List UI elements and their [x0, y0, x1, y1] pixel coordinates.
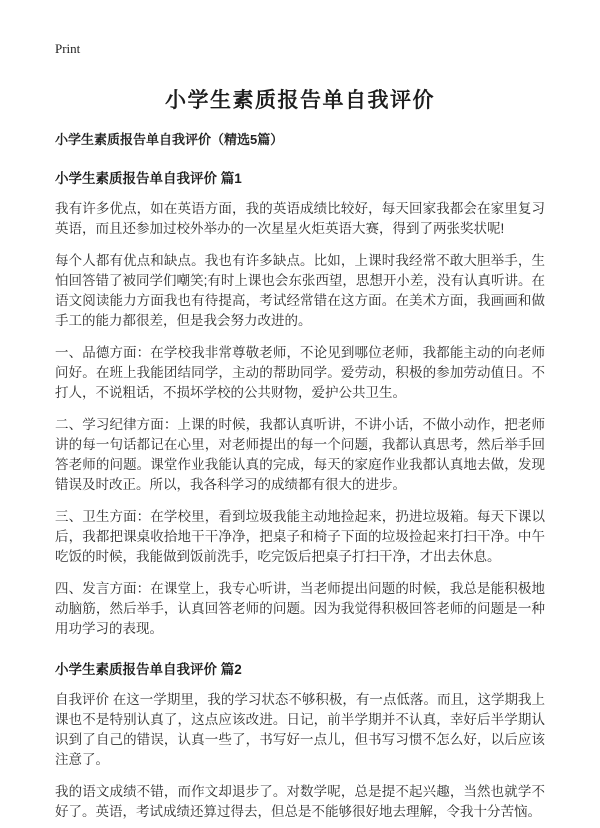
paragraph: 三、卫生方面：在学校里，看到垃圾我能主动地捡起来，扔进垃圾箱。每天下课以后，我都把课桌收拾地干干净净，把桌子和椅子下面的垃圾捡起来打扫干净。中午吃饭的时候，我能做到饭前洗手，吃完饭后把桌子打扫干净，才出去休息。 — [55, 509, 545, 564]
section-1-heading: 小学生素质报告单自我评价 篇1 — [55, 171, 242, 186]
paragraph: 四、发言方面：在课堂上，我专心听讲，当老师提出问题的时候，我总是能积极地动脑筋，然后举手，认真回答老师的问题。因为我觉得积极回答老师的问题是一种用功学习的表现。 — [55, 581, 545, 636]
paragraph: 我有许多优点，如在英语方面，我的英语成绩比较好，每天回家我都会在家里复习英语，而且还参加过校外举办的一次星星火炬英语大赛，得到了两张奖状呢! — [55, 201, 545, 236]
page-title: 小学生素质报告单自我评价 — [165, 89, 435, 112]
paragraph: 每个人都有优点和缺点。我也有许多缺点。比如，上课时我经常不敢大胆举手，生怕回答错了被同学们嘲笑;有时上课也会东张西望，思想开小差，没有认真听讲。在语文阅读能力方面我也有待提高，考试经常错在这方面。在美术方面，我画画和做手工的能力都很差，但是我会努力改进的。 — [55, 253, 545, 328]
paragraph: 自我评价 在这一学期里，我的学习状态不够积极，有一点低落。而且，这学期我上课也不是特别认真了，这点应该改进。日记，前半学期并不认真，幸好后半学期认识到了自己的错误，认真一些了，书写好一点儿，但书写习惯不怎么好，以后应该注意了。 — [55, 692, 545, 767]
print-link[interactable]: Print — [55, 41, 81, 56]
section-2-heading: 小学生素质报告单自我评价 篇2 — [55, 662, 242, 677]
doc-subtitle: 小学生素质报告单自我评价（精选5篇） — [55, 132, 284, 147]
paragraph: 一、品德方面：在学校我非常尊敬老师，不论见到哪位老师，我都能主动的向老师问好。在班上我能团结同学，主动的帮助同学。爱劳动，积极的参加劳动值日。不打人，不说粗话，不损坏学校的公共财物，爱护公共卫生。 — [55, 345, 545, 400]
paragraph: 我的语文成绩不错，而作文却退步了。对数学呢，总是提不起兴趣，当然也就学不好了。英语，考试成绩还算过得去，但总是不能够很好地去理解，令我十分苦恼。 — [55, 784, 545, 819]
paragraph: 二、学习纪律方面：上课的时候，我都认真听讲，不讲小话，不做小动作，把老师讲的每一句话都记在心里，对老师提出的每一个问题，我都认真思考，然后举手回答老师的问题。课堂作业我能认真的完成，每天的家庭作业我都认真地去做，发现错误及时改正。所以，我各科学习的成绩都有很大的进步。 — [55, 417, 545, 492]
